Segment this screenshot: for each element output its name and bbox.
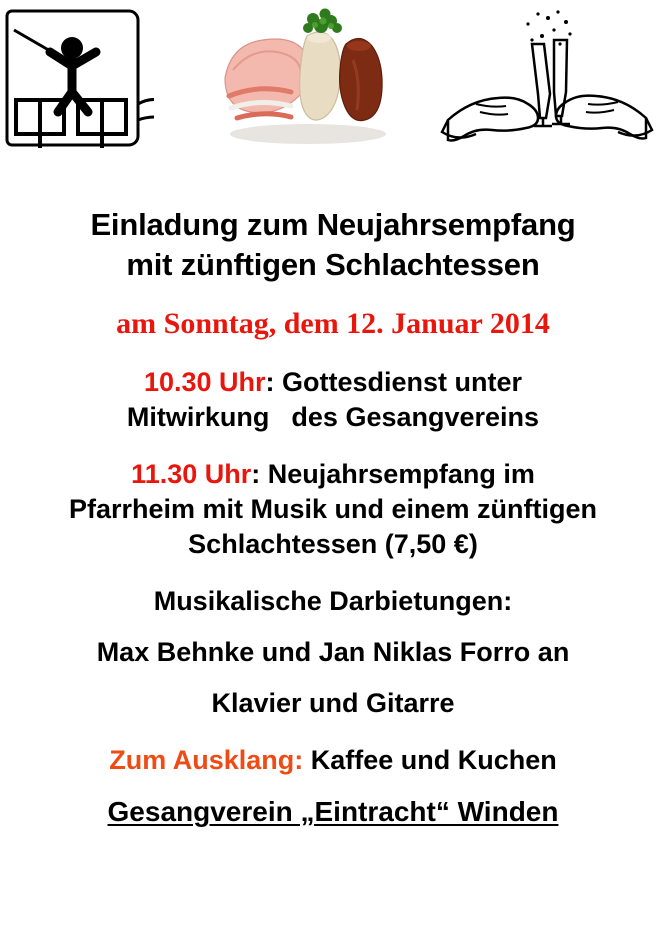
- music-line-1: Max Behnke und Jan Niklas Forro an: [96, 637, 570, 668]
- program-item-2-line-3: Schlachtessen (7,50 €): [188, 528, 478, 559]
- music-heading: Musikalische Darbietungen:: [153, 586, 513, 617]
- program-desc-1a: Gottesdienst unter: [282, 366, 523, 397]
- organizer-name: Gesangverein „Eintracht“ Winden: [107, 796, 559, 828]
- program-time-1: 10.30 Uhr: [143, 366, 266, 397]
- conductor-choir-drawing: [4, 8, 154, 156]
- program-desc-1c: des Gesangvereins: [291, 401, 540, 432]
- title-line-1: Einladung zum Neujahrsempfang: [90, 207, 576, 242]
- program-item-2-line-1: [0, 457, 666, 492]
- program-separator-1: :: [265, 366, 275, 397]
- music-line-2: Klavier und Gitarre: [211, 688, 455, 719]
- toasting-hands-drawing: [440, 8, 655, 156]
- program-desc-1b: Mitwirkung: [126, 401, 270, 432]
- program-item-1-line-2: [0, 400, 666, 435]
- event-date: am Sonntag, dem 12. Januar 2014: [116, 306, 550, 340]
- program-item-2-line-2: Pfarrheim mit Musik und einem zünftigen: [68, 493, 598, 524]
- closing-text: Kaffee und Kuchen: [310, 745, 557, 776]
- header-image-row: [0, 0, 666, 160]
- closing-line: [0, 743, 666, 778]
- title-line-2: mit zünftigen Schlachtessen: [126, 247, 540, 283]
- program-desc-2a: Neujahrsempfang im: [267, 458, 535, 489]
- closing-label: Zum Ausklang:: [109, 745, 304, 776]
- program-separator-2: :: [251, 458, 261, 489]
- program-item-1-line-1: [0, 365, 666, 400]
- program-time-2: 11.30 Uhr: [131, 458, 252, 489]
- flyer-text-block: [0, 205, 666, 831]
- schlachtessen-photo: [203, 0, 413, 152]
